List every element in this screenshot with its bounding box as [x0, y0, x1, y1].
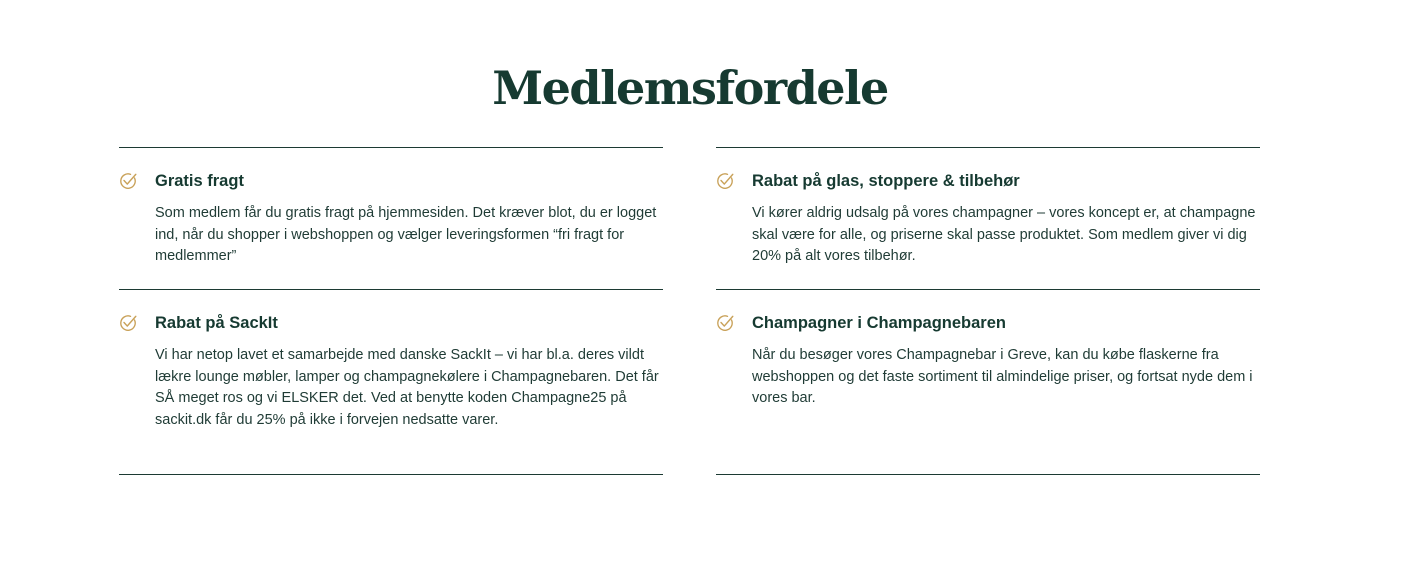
checkmark-circle-icon: [119, 314, 137, 332]
benefit-title: Rabat på glas, stoppere & tilbehør: [752, 172, 1020, 190]
benefit-description: Vi kører aldrig udsalg på vores champagner – vores koncept er, at champagne skal være for alle, og priserne skal passe produktet. Som medlem giver vi dig 20% på alt vores tilbehør.: [752, 205, 1256, 264]
benefit-description: Som medlem får du gratis fragt på hjemmesiden. Det kræver blot, du er logget ind, når du shopper i webshoppen og vælger leveringsformen “fri fragt for medlemmer”: [155, 205, 657, 264]
benefit-title: Champagner i Champagnebaren: [752, 314, 1006, 332]
benefit-title: Gratis fragt: [155, 172, 244, 190]
benefit-free-shipping: [119, 147, 663, 289]
benefit-accessories-discount: [716, 147, 1260, 289]
benefit-description: Vi har netop lavet et samarbejde med danske SackIt – vi har bl.a. deres vildt lækre lounge møbler, lamper og champagnekølere i Champagnebaren. Det får SÅ meget ros og vi ELSKER det. Ved at benytte koden Champagne25 på sackit.dk får du 25% på ikke i forvejen nedsatte varer.: [155, 347, 659, 428]
benefits-column-right: [716, 147, 1260, 475]
checkmark-circle-icon: [119, 172, 137, 190]
benefits-grid: [119, 147, 1260, 475]
benefit-champagne-bar: [716, 289, 1260, 475]
benefit-title: Rabat på SackIt: [155, 314, 278, 332]
benefits-column-left: [119, 147, 663, 475]
benefit-description: Når du besøger vores Champagnebar i Greve, kan du købe flaskerne fra webshoppen og det faste sortiment til almindelige priser, og fortsat nyde dem i vores bar.: [752, 347, 1253, 406]
checkmark-circle-icon: [716, 314, 734, 332]
page-title: Medlemsfordele: [492, 61, 888, 115]
checkmark-circle-icon: [716, 172, 734, 190]
benefit-sackit-discount: [119, 289, 663, 475]
